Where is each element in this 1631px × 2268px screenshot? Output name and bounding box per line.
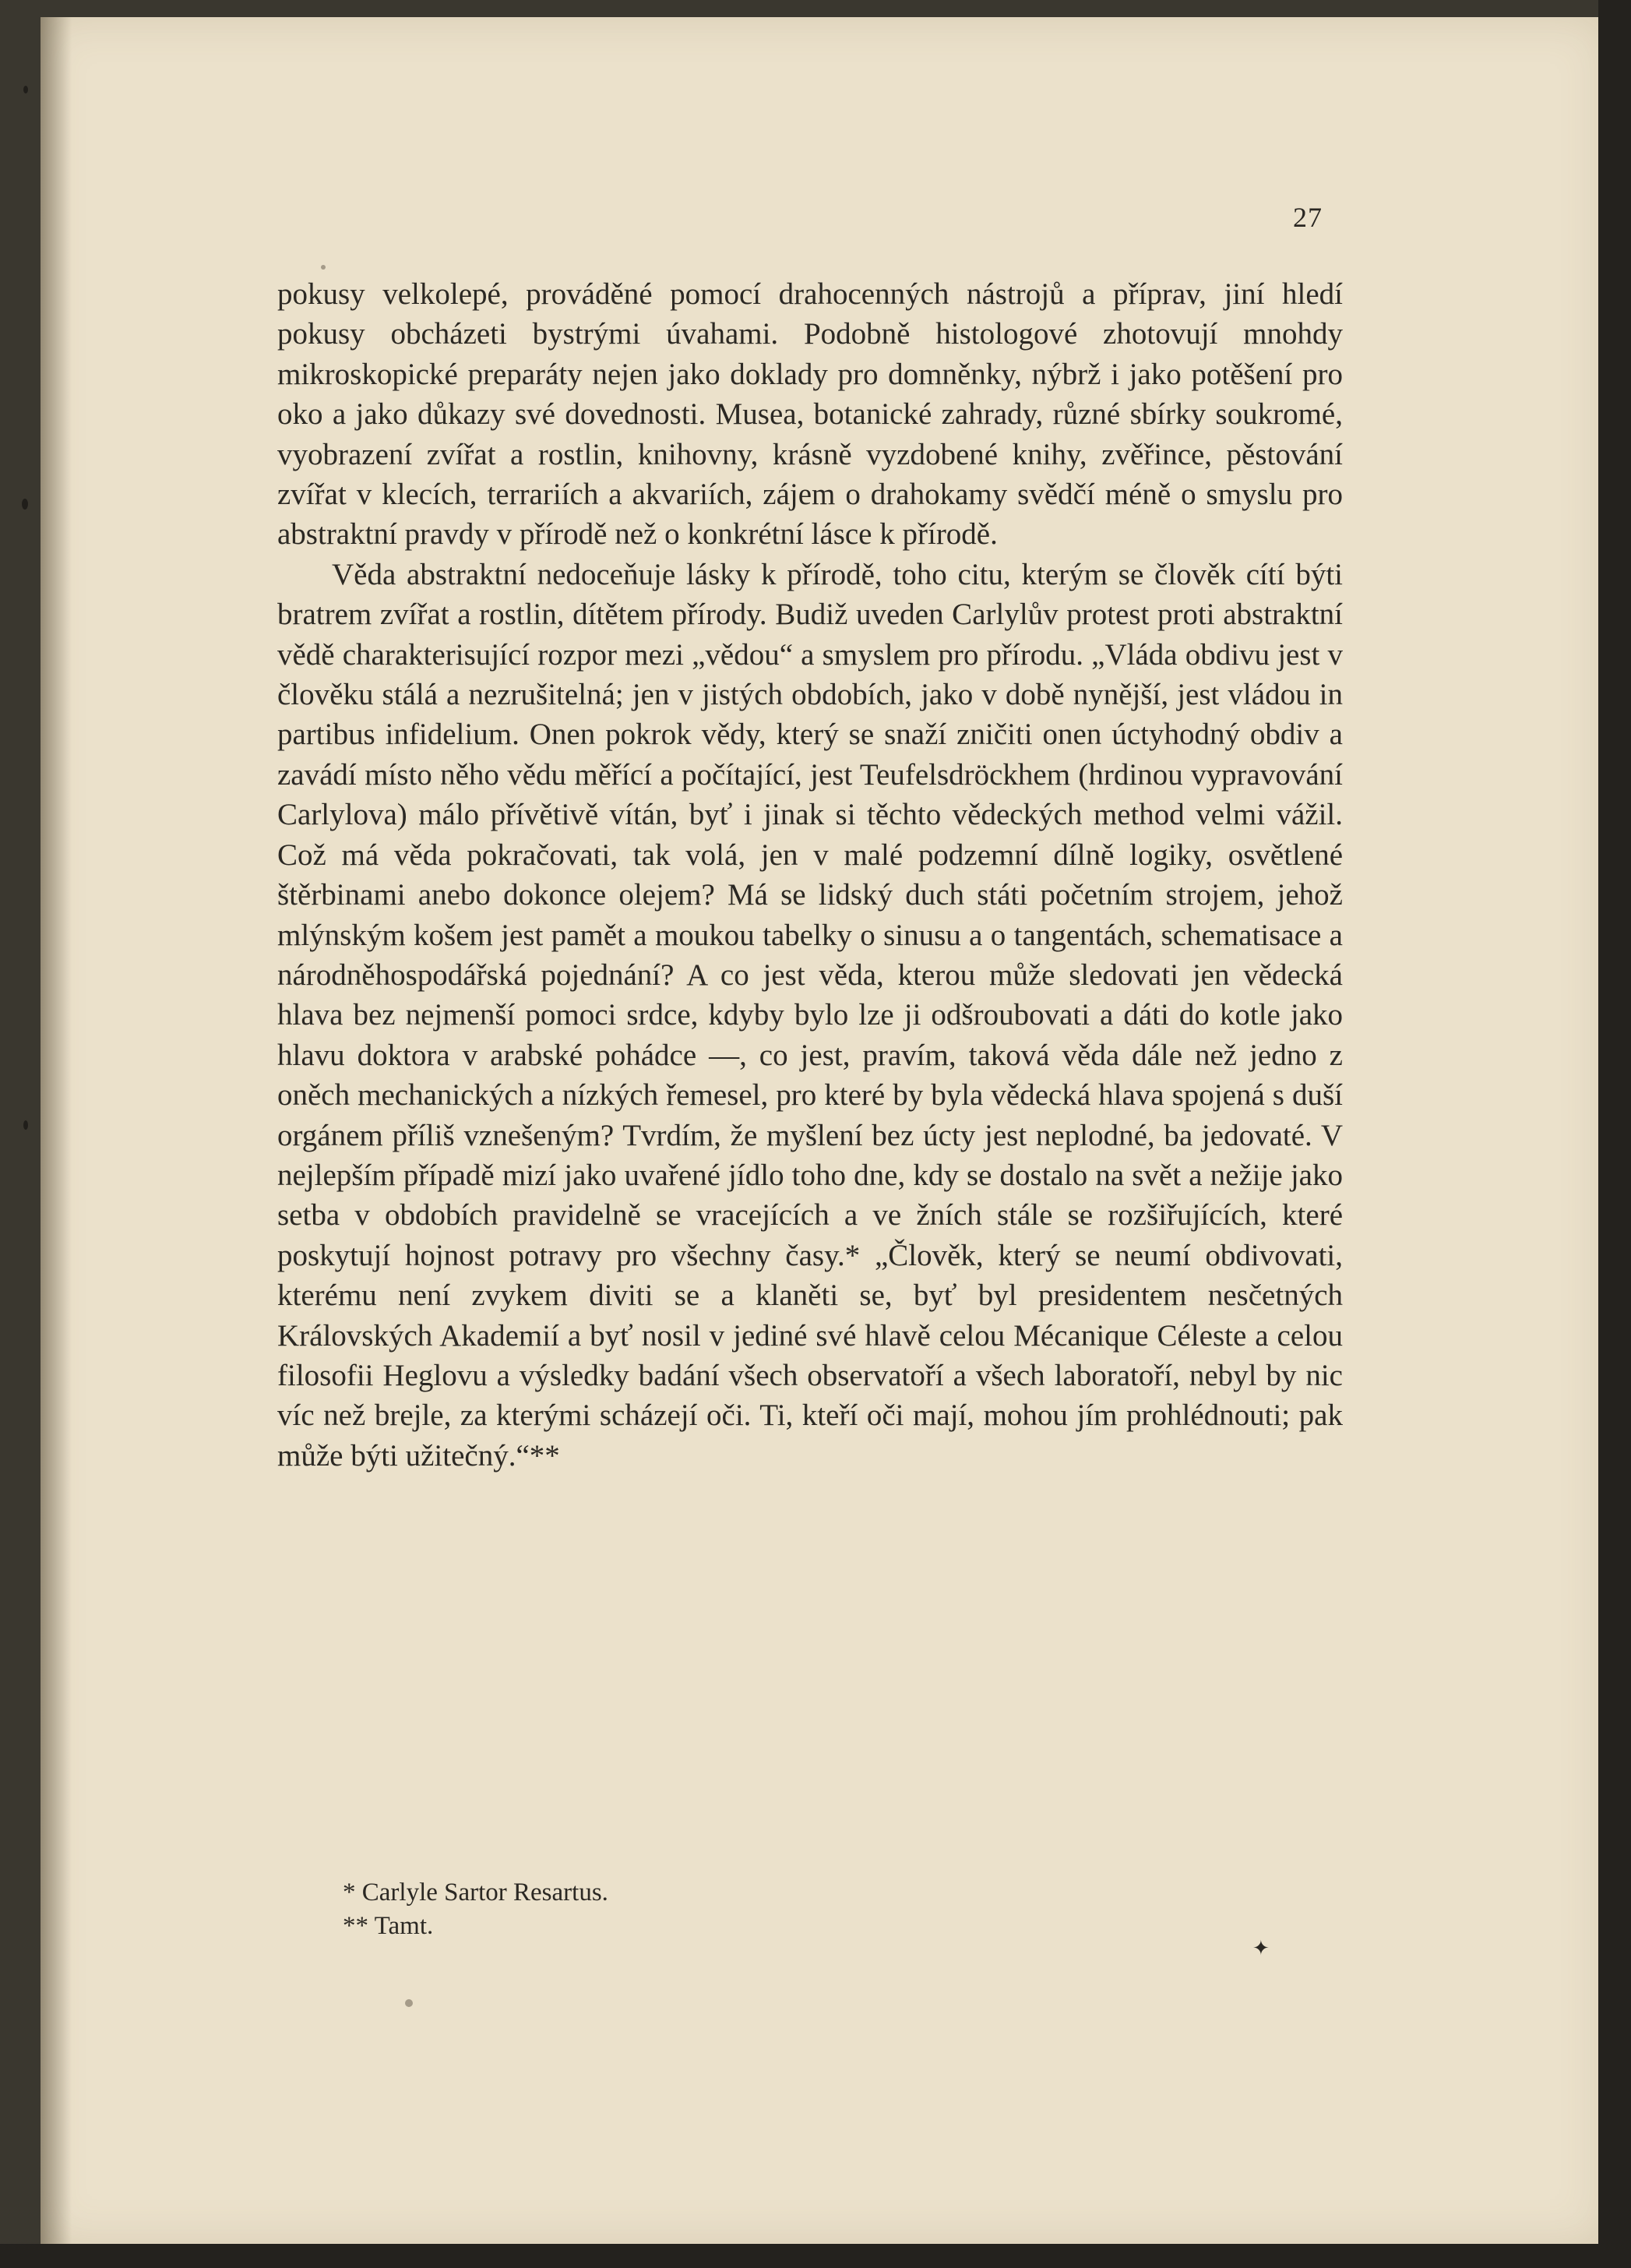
body-text — [277, 274, 1343, 1476]
dust-speck — [321, 265, 326, 270]
footnote: ** Tamt. — [343, 1912, 434, 1940]
dust-speck — [23, 86, 28, 93]
binding-shadow — [41, 17, 72, 2245]
ornament-icon: ✦ — [1252, 1937, 1270, 1960]
dust-speck — [22, 499, 28, 510]
dust-speck — [405, 1999, 413, 2007]
footnotes — [343, 1876, 608, 1943]
footnote: * Carlyle Sartor Resartus. — [343, 1878, 608, 1906]
page-number: 27 — [1293, 202, 1323, 233]
paragraph: Věda abstraktní nedoceňuje lásky k přírodě, toho citu, kterým se člověk cítí býti bratrem zvířat a rostlin, dítětem přírody. Budiž uveden Carlylův protest proti abstraktní vědě charakterisující rozpor mezi „vědou“ a smyslem pro přírodu. „Vláda obdivu jest v člověku stálá a nezrušitelná; jen v jistých obdobích, jako v době nynější, jest vládou in partibus infidelium. Onen pokrok vědy, který se snaží zničiti onen úctyhodný obdiv a zavádí místo něho vědu měřící a počítající, jest Teufelsdröckhem (hrdinou vypravování Carlylova) málo přívětivě vítán, byť i jinak si těchto vědeckých method velmi vážil. Což má věda pokračovati, tak volá, jen v malé podzemní dílně logiky, osvětlené štěrbinami anebo dokonce olejem? Má se lidský duch státi početním strojem, jehož mlýnským košem jest pamět a moukou tabelky o sinusu a o tangentách, schematisace a národněhospodářská pojednání? A co jest věda, kterou může sledovati jen vědecká hlava bez nejmenší pomoci srdce, kdyby bylo lze ji odšroubovati a dáti do kotle jako hlavu doktora v arabské pohádce —, co jest, pravím, taková věda dále než jedno z oněch mechanických a nízkých řemesel, pro které by byla vědecká hlava spojená s duší orgánem příliš vznešeným? Tvrdím, že myšlení bez úcty jest neplodné, ba jedovaté. V nejlepším případě mizí jako uvařené jídlo toho dne, kdy se dostalo na svět a nežije jako setba v obdobích pravidelně se vracejících a ve žních stále se rozšiřujících, které poskytují hojnost potravy pro všechny časy.* „Člověk, který se neumí obdivovati, kterému není zvykem diviti se a klaněti se, byť byl presidentem nesčetných Královských Akademií a byť nosil v jediné své hlavě celou Mécanique Céleste a celou filosofii Heglovu a výsledky badání všech observatoří a všech laboratoří, nebyl by nic víc než brejle, za kterými scházejí oči. Ti, kteří oči mají, mohou jím prohlédnouti; pak může býti užitečný.“** — [277, 557, 1343, 1473]
scan-border-bottom — [0, 2244, 1631, 2268]
scan-border-right — [1598, 0, 1631, 2268]
dust-speck — [23, 1120, 28, 1130]
paragraph: pokusy velkolepé, prováděné pomocí drahocenných nástrojů a příprav, jiní hledí pokusy obcházeti bystrými úvahami. Podobně histologové zhotovují mnohdy mikroskopické preparáty nejen jako doklady pro domněnky, nýbrž i jako potěšení pro oko a jako důkazy své dovednosti. Musea, botanické zahrady, různé sbírky soukromé, vyobrazení zvířat a rostlin, knihovny, krásně vyzdobené knihy, zvěřince, pěstování zvířat v klecích, terrariích a akvariích, zájem o drahokamy svědčí méně o smyslu pro abstraktní pravdy v přírodě než o konkrétní lásce k přírodě. — [277, 277, 1343, 552]
